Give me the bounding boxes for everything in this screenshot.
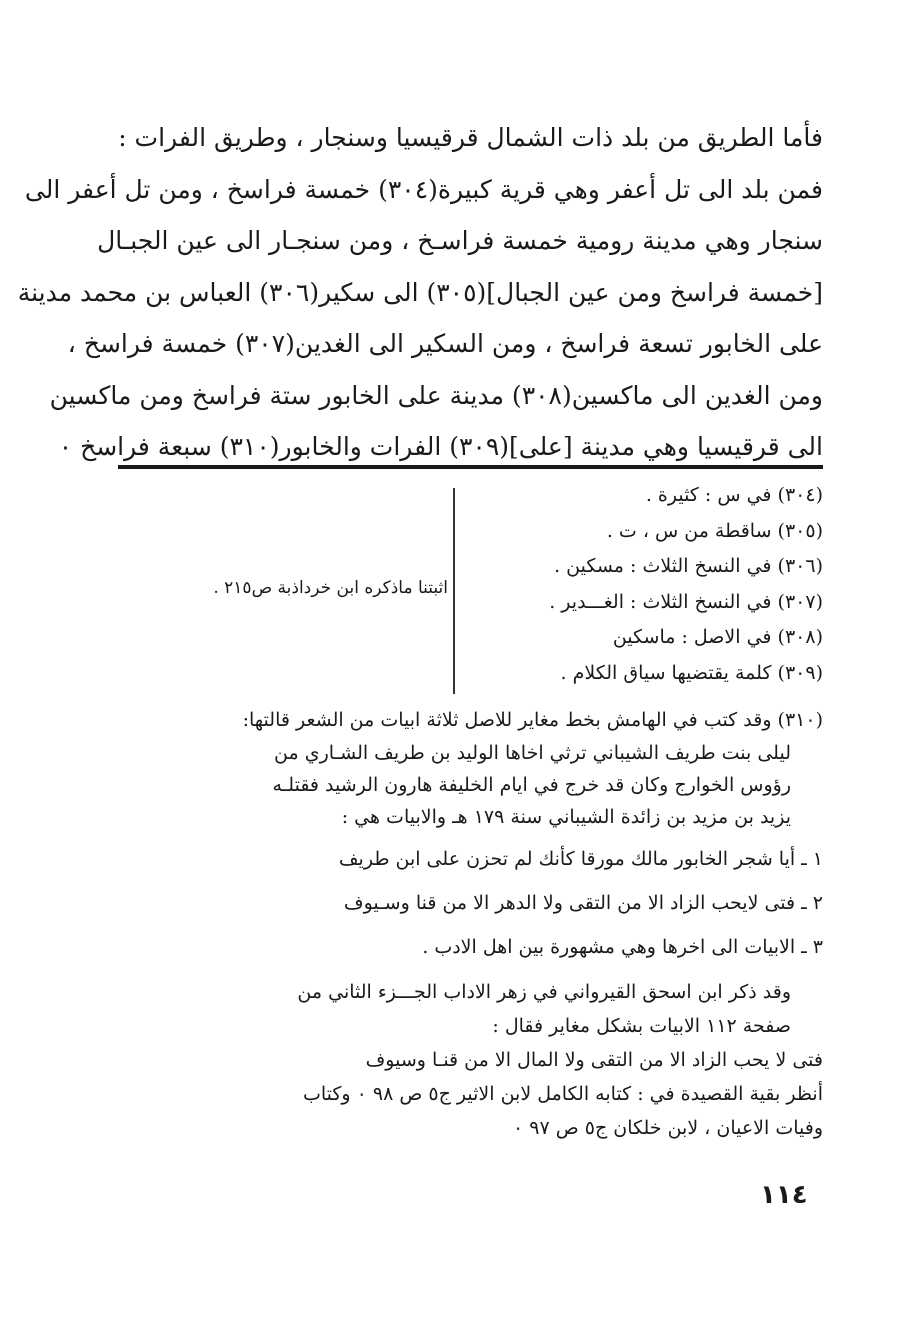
footnote-310-line: فتى لا يحب الزاد الا من التقى ولا المال الا من قنـا وسيوف [365, 1049, 823, 1071]
footnote-310 [118, 703, 823, 1145]
footnote-310-line: يزيد بن مزيد بن زائدة الشيباني سنة ١٧٩ هـ والابيات هي : [341, 806, 791, 828]
footnote-310-line: وقد ذكر ابن اسحق القيرواني في زهر الاداب الجـــزء الثاني من [297, 981, 791, 1003]
main-text-line: الى قرقيسيا وهي مدينة [على](٣٠٩) الفرات والخابور(٣١٠) سبعة فراسخ ٠ [58, 432, 823, 461]
footnote-310-line: صفحة ١١٢ الابيات بشكل مغاير فقال : [492, 1015, 791, 1037]
poem-verse: ٢ ـ فتى لايحب الزاد الا من التقى ولا الدهر الا من قنا وسـيوف [343, 892, 823, 914]
footnote-310-body [118, 737, 823, 833]
footnote-310-paragraph [118, 975, 823, 1043]
main-text [17, 112, 823, 473]
poem-verse: ١ ـ أيا شجر الخابور مالك مورقا كأنك لم تحزن على ابن طريف [338, 848, 823, 870]
footnote-305: (٣٠٥) ساقطة من س ، ت . [606, 519, 823, 542]
main-text-line: ومن الغدين الى ماكسين(٣٠٨) مدينة على الخابور ستة فراسخ ومن ماكسين [49, 380, 823, 410]
footnote-308: (٣٠٨) في الاصل : ماسكين [612, 626, 823, 648]
footnote-307: (٣٠٧) في النسخ الثلاث : الغـــدير . [549, 590, 823, 613]
bracket-line [453, 488, 455, 694]
footnote-309: (٣٠٩) كلمة يقتضيها سياق الكلام . [560, 661, 823, 684]
main-text-line: فأما الطريق من بلد ذات الشمال قرقيسيا وسنجار ، وطريق الفرات : [118, 123, 823, 152]
footnote-list [453, 478, 823, 691]
footnote-310-first-line: (٣١٠) وقد كتب في الهامش بخط مغاير للاصل ثلاثة ابيات من الشعر قالتها: [242, 709, 823, 731]
main-text-line: فمن بلد الى تل أعفر وهي قرية كبيرة(٣٠٤) خمسة فراسخ ، ومن تل أعفر الى [24, 174, 823, 204]
footnote-304: (٣٠٤) في س : كثيرة . [645, 484, 823, 506]
footnote-310-line: أنظر بقية القصيدة في : كتابه الكامل لابن الاثير ج٥ ص ٩٨ ٠ وكتاب [302, 1083, 823, 1105]
footnote-310-tail [118, 1043, 823, 1145]
footnote-306: (٣٠٦) في النسخ الثلاث : مسكين . [554, 555, 823, 577]
poem-verses [118, 837, 823, 969]
main-text-line: على الخابور تسعة فراسخ ، ومن السكير الى الغدين(٣٠٧) خمسة فراسخ ، [67, 329, 823, 358]
poem-verse: ٣ ـ الابيات الى اخرها وهي مشهورة بين اهل الادب . [422, 936, 823, 958]
footnote-310-line: وفيات الاعيان ، لابن خلكان ج٥ ص ٩٧ ٠ [512, 1117, 823, 1139]
side-note: اثبتنا ماذكره ابن خرداذبة ص٢١٥ . [213, 578, 448, 598]
footnote-divider [118, 465, 823, 469]
footnote-310-line: ليلى بنت طريف الشيباني ترثي اخاها الوليد بن طريف الشـاري من [274, 742, 791, 764]
page-number: ١١٤ [760, 1180, 808, 1210]
footnote-310-line: رؤوس الخوارج وكان قد خرج في ايام الخليفة هارون الرشيد فقتلـه [272, 774, 791, 796]
main-text-line: سنجار وهي مدينة رومية خمسة فراسـخ ، ومن سنجـار الى عين الجبـال [97, 226, 823, 255]
main-text-line: [خمسة فراسخ ومن عين الجبال](٣٠٥) الى سكير(٣٠٦) العباس بن محمد مدينة [17, 277, 823, 307]
